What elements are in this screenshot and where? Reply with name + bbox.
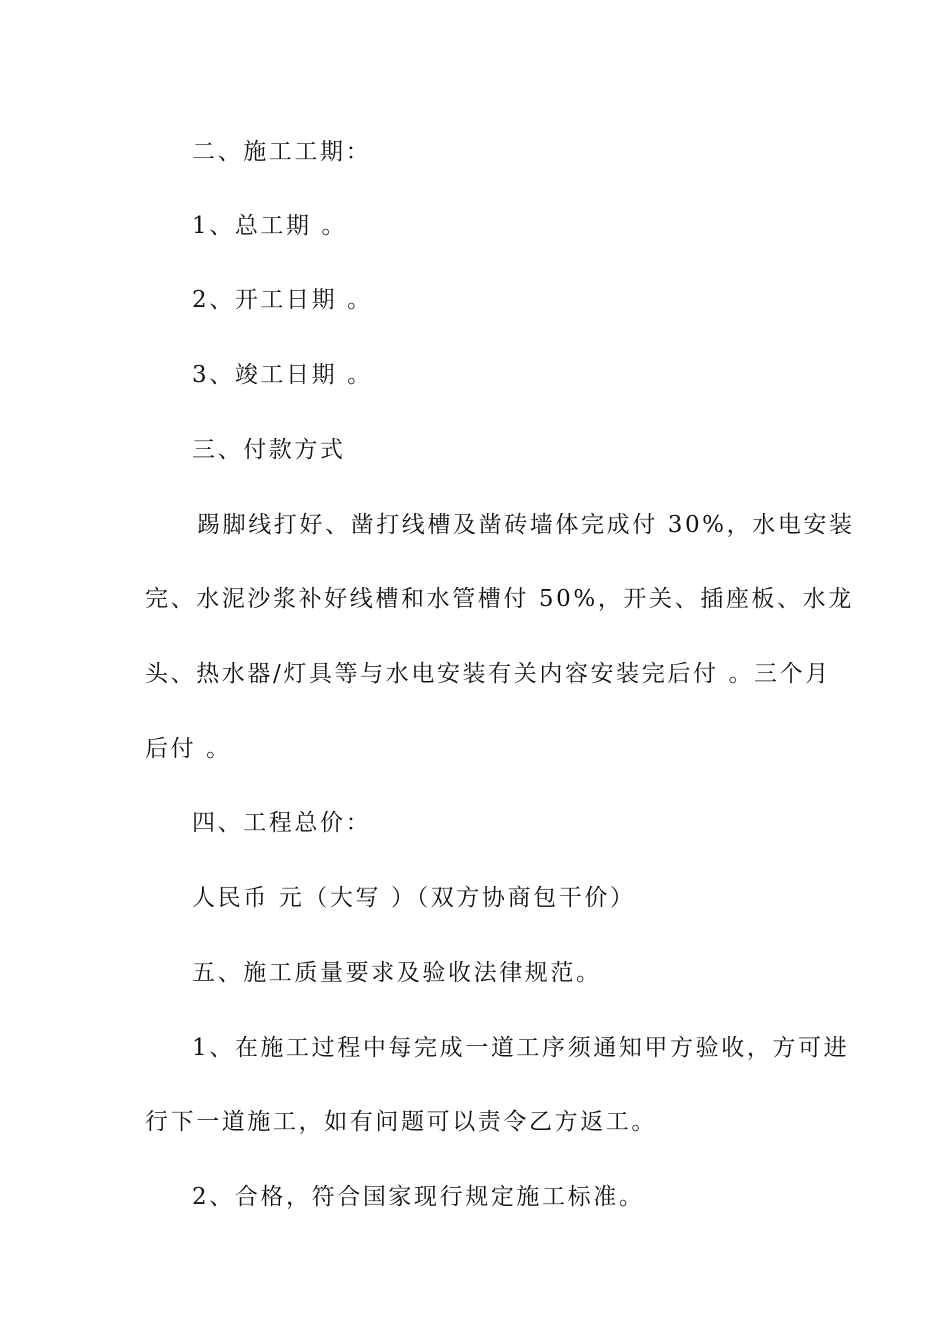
quality-item-1-line-1: 1、在施工过程中每完成一道工序须通知甲方验收，方可进 [192,1035,850,1061]
payment-paragraph-line-1: 踢脚线打好、凿打线槽及凿砖墙体完成付 30%，水电安装 [197,512,855,538]
price-amount-line: 人民币 元（大写 ）（双方协商包干价） [192,885,636,911]
quality-item-1-line-2: 行下一道施工，如有问题可以责令乙方返工。 [145,1109,657,1135]
payment-paragraph-line-3: 头、热水器/灯具等与水电安装有关内容安装完后付 。三个月 [145,661,831,687]
section-heading-construction-period: 二、施工工期： [192,139,372,165]
section-heading-quality: 五、施工质量要求及验收法律规范。 [192,960,602,986]
section-heading-total-price: 四、工程总价： [192,810,372,836]
completion-date-line: 3、竣工日期 。 [192,362,373,388]
quality-item-2-line: 2、合格，符合国家现行规定施工标准。 [192,1184,645,1210]
payment-paragraph-line-4: 后付 。 [145,736,232,762]
payment-paragraph-line-2: 完、水泥沙浆补好线槽和水管槽付 50%，开关、插座板、水龙 [145,586,854,612]
section-heading-payment: 三、付款方式 [192,437,346,463]
start-date-line: 2、开工日期 。 [192,287,373,313]
total-duration-line: 1、总工期 。 [192,213,348,239]
